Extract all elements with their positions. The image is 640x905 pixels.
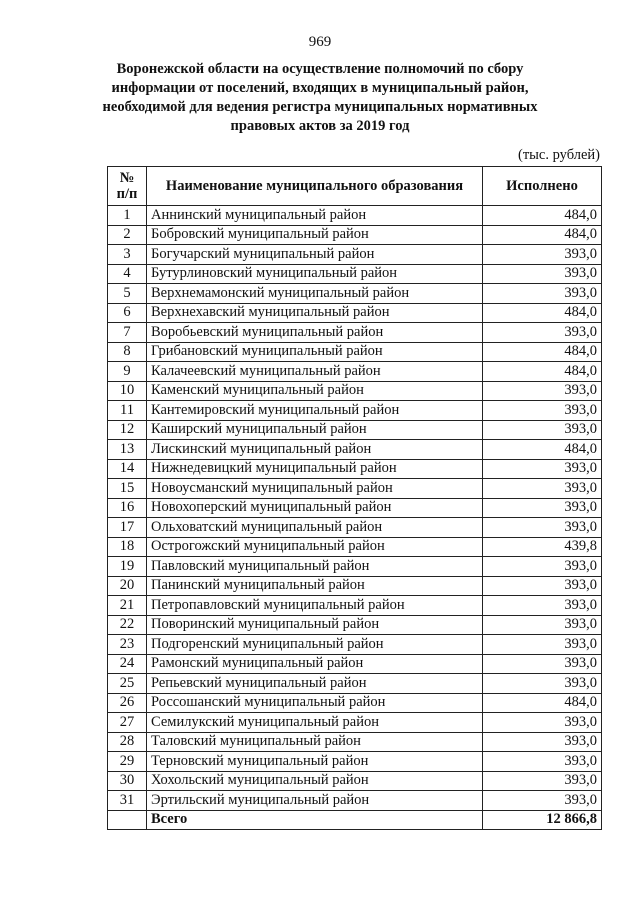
row-number: 11 xyxy=(108,401,147,421)
row-name: Каменский муниципальный район xyxy=(147,381,483,401)
row-number: 8 xyxy=(108,342,147,362)
row-number: 18 xyxy=(108,537,147,557)
row-number: 5 xyxy=(108,284,147,304)
row-name: Эртильский муниципальный район xyxy=(147,791,483,811)
table-row xyxy=(108,752,602,772)
row-number: 6 xyxy=(108,303,147,323)
row-value: 393,0 xyxy=(483,713,602,733)
row-value: 393,0 xyxy=(483,674,602,694)
row-number: 14 xyxy=(108,459,147,479)
table-row xyxy=(108,206,602,226)
row-number: 29 xyxy=(108,752,147,772)
table-row xyxy=(108,479,602,499)
total-number-cell xyxy=(108,810,147,830)
row-number: 4 xyxy=(108,264,147,284)
row-name: Павловский муниципальный район xyxy=(147,557,483,577)
row-name: Верхнехавский муниципальный район xyxy=(147,303,483,323)
table-row xyxy=(108,401,602,421)
table-body xyxy=(108,206,602,811)
row-name: Поворинский муниципальный район xyxy=(147,615,483,635)
row-number: 21 xyxy=(108,596,147,616)
table-row xyxy=(108,713,602,733)
table-row xyxy=(108,537,602,557)
table-row xyxy=(108,225,602,245)
table-row xyxy=(108,459,602,479)
row-number: 28 xyxy=(108,732,147,752)
row-name: Острогожский муниципальный район xyxy=(147,537,483,557)
row-value: 484,0 xyxy=(483,303,602,323)
row-number: 10 xyxy=(108,381,147,401)
row-number: 22 xyxy=(108,615,147,635)
unit-note: (тыс. рублей) xyxy=(518,147,600,163)
row-number: 17 xyxy=(108,518,147,538)
row-number: 12 xyxy=(108,420,147,440)
row-value: 393,0 xyxy=(483,752,602,772)
table-row xyxy=(108,791,602,811)
table-row xyxy=(108,693,602,713)
row-name: Репьевский муниципальный район xyxy=(147,674,483,694)
table-row xyxy=(108,342,602,362)
header-value: Исполнено xyxy=(483,167,602,206)
table-row xyxy=(108,635,602,655)
row-name: Хохольский муниципальный район xyxy=(147,771,483,791)
row-name: Рамонский муниципальный район xyxy=(147,654,483,674)
table-row xyxy=(108,284,602,304)
row-number: 27 xyxy=(108,713,147,733)
row-number: 9 xyxy=(108,362,147,382)
row-value: 484,0 xyxy=(483,440,602,460)
row-value: 393,0 xyxy=(483,498,602,518)
row-name: Бобровский муниципальный район xyxy=(147,225,483,245)
row-value: 393,0 xyxy=(483,654,602,674)
row-number: 15 xyxy=(108,479,147,499)
table-row xyxy=(108,518,602,538)
row-name: Воробьевский муниципальный район xyxy=(147,323,483,343)
row-value: 393,0 xyxy=(483,791,602,811)
table-row xyxy=(108,303,602,323)
row-number: 23 xyxy=(108,635,147,655)
table-row xyxy=(108,771,602,791)
table-row xyxy=(108,381,602,401)
row-value: 484,0 xyxy=(483,206,602,226)
row-name: Подгоренский муниципальный район xyxy=(147,635,483,655)
total-label: Всего xyxy=(147,810,483,830)
row-value: 393,0 xyxy=(483,284,602,304)
table-row xyxy=(108,440,602,460)
row-name: Грибановский муниципальный район xyxy=(147,342,483,362)
row-number: 25 xyxy=(108,674,147,694)
row-name: Калачеевский муниципальный район xyxy=(147,362,483,382)
table-row xyxy=(108,498,602,518)
row-name: Верхнемамонский муниципальный район xyxy=(147,284,483,304)
table-row xyxy=(108,245,602,265)
row-name: Бутурлиновский муниципальный район xyxy=(147,264,483,284)
row-value: 393,0 xyxy=(483,635,602,655)
table-row xyxy=(108,654,602,674)
row-name: Семилукский муниципальный район xyxy=(147,713,483,733)
row-number: 30 xyxy=(108,771,147,791)
table-row xyxy=(108,420,602,440)
row-number: 3 xyxy=(108,245,147,265)
row-name: Богучарский муниципальный район xyxy=(147,245,483,265)
row-name: Аннинский муниципальный район xyxy=(147,206,483,226)
row-value: 393,0 xyxy=(483,518,602,538)
header-name: Наименование муниципального образования xyxy=(147,167,483,206)
row-value: 393,0 xyxy=(483,557,602,577)
table-row xyxy=(108,264,602,284)
row-number: 1 xyxy=(108,206,147,226)
row-value: 439,8 xyxy=(483,537,602,557)
row-value: 393,0 xyxy=(483,576,602,596)
row-name: Петропавловский муниципальный район xyxy=(147,596,483,616)
row-name: Новохоперский муниципальный район xyxy=(147,498,483,518)
row-value: 393,0 xyxy=(483,596,602,616)
table-row xyxy=(108,362,602,382)
row-value: 393,0 xyxy=(483,323,602,343)
row-value: 484,0 xyxy=(483,342,602,362)
total-row xyxy=(108,810,602,830)
row-number: 19 xyxy=(108,557,147,577)
table-row xyxy=(108,732,602,752)
total-value: 12 866,8 xyxy=(483,810,602,830)
row-number: 24 xyxy=(108,654,147,674)
row-number: 16 xyxy=(108,498,147,518)
row-number: 13 xyxy=(108,440,147,460)
row-name: Новоусманский муниципальный район xyxy=(147,479,483,499)
row-name: Панинский муниципальный район xyxy=(147,576,483,596)
budget-table xyxy=(107,166,602,830)
row-number: 26 xyxy=(108,693,147,713)
row-name: Кантемировский муниципальный район xyxy=(147,401,483,421)
row-value: 393,0 xyxy=(483,771,602,791)
row-value: 393,0 xyxy=(483,381,602,401)
table-header-row xyxy=(108,167,602,206)
header-number: № п/п xyxy=(108,167,147,206)
row-number: 20 xyxy=(108,576,147,596)
row-name: Терновский муниципальный район xyxy=(147,752,483,772)
row-value: 393,0 xyxy=(483,732,602,752)
table-row xyxy=(108,674,602,694)
row-name: Лискинский муниципальный район xyxy=(147,440,483,460)
row-value: 393,0 xyxy=(483,245,602,265)
row-value: 393,0 xyxy=(483,615,602,635)
row-value: 484,0 xyxy=(483,693,602,713)
table-row xyxy=(108,596,602,616)
table-row xyxy=(108,576,602,596)
table-row xyxy=(108,323,602,343)
row-name: Россошанский муниципальный район xyxy=(147,693,483,713)
row-value: 393,0 xyxy=(483,479,602,499)
table-row xyxy=(108,557,602,577)
row-number: 7 xyxy=(108,323,147,343)
row-value: 393,0 xyxy=(483,420,602,440)
row-value: 484,0 xyxy=(483,362,602,382)
row-value: 393,0 xyxy=(483,401,602,421)
row-value: 393,0 xyxy=(483,459,602,479)
page-number: 969 xyxy=(308,34,332,50)
row-value: 393,0 xyxy=(483,264,602,284)
row-number: 31 xyxy=(108,791,147,811)
document-title: Воронежской области на осуществление полномочий по сбору информации от поселений, входящих в муниципальный район, необходимой для ведения регистра муниципальных нормативных правовых актов за 2019 год xyxy=(102,61,538,134)
row-name: Ольховатский муниципальный район xyxy=(147,518,483,538)
row-value: 484,0 xyxy=(483,225,602,245)
row-name: Таловский муниципальный район xyxy=(147,732,483,752)
row-name: Каширский муниципальный район xyxy=(147,420,483,440)
row-number: 2 xyxy=(108,225,147,245)
row-name: Нижнедевицкий муниципальный район xyxy=(147,459,483,479)
table-row xyxy=(108,615,602,635)
